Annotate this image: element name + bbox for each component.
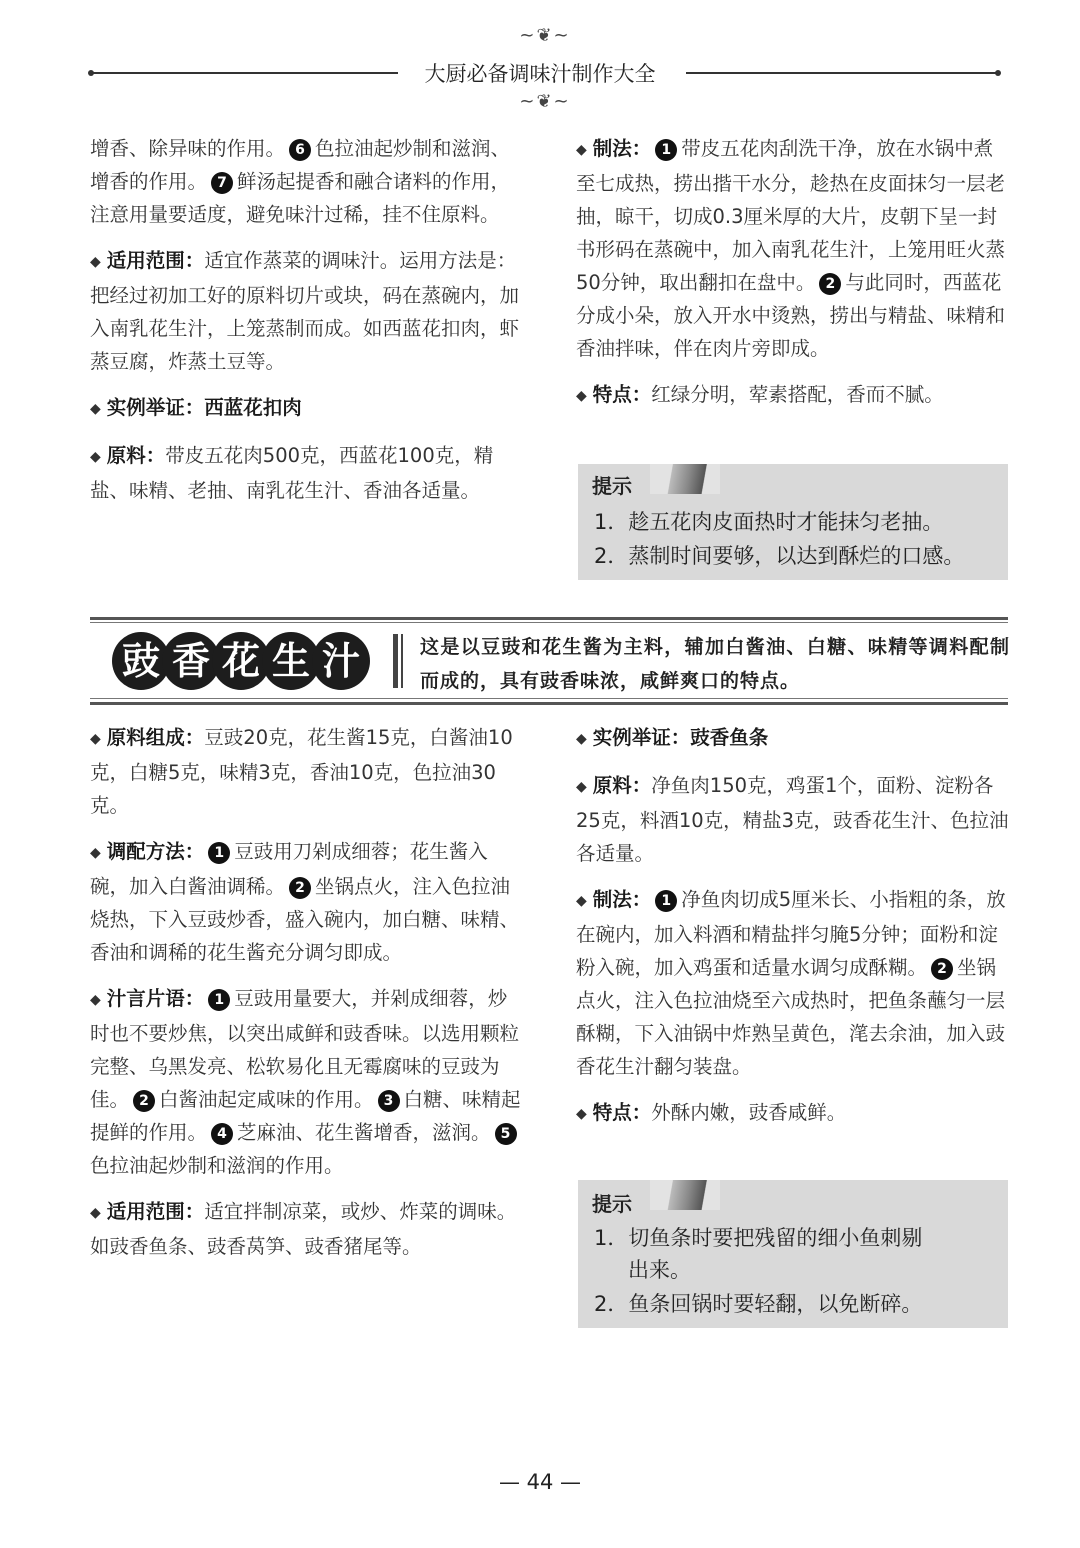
tip-heading: 提示	[592, 1192, 632, 1216]
number-marker: 6	[289, 139, 311, 161]
diamond-bullet-icon: ◆	[90, 992, 101, 1008]
number-marker: 2	[133, 1090, 155, 1112]
ingredients-label: 原料：	[592, 774, 652, 797]
feature-label: 特点：	[592, 1101, 652, 1124]
page-number: — 44 —	[498, 1470, 582, 1494]
scope-label: 适用范围：	[106, 249, 205, 272]
feature-label: 特点：	[592, 383, 652, 406]
preparation-label: 调配方法：	[106, 840, 205, 863]
tip-item: 1．趁五花肉皮面热时才能抹匀老抽。	[594, 510, 944, 534]
diamond-bullet-icon: ◆	[90, 449, 101, 465]
tip-item-continuation: 出来。	[628, 1258, 691, 1282]
feature-paragraph: ◆ 特点：外酥内嫩，豉香咸鲜。	[576, 1096, 1010, 1131]
ingredients-label: 原料：	[106, 444, 166, 467]
section-title-char: 生	[262, 632, 320, 690]
number-marker: 1	[208, 989, 230, 1011]
tip-item: 2．蒸制时间要够，以达到酥烂的口感。	[594, 544, 965, 568]
header-ornament-bottom: ~❦~	[519, 91, 571, 112]
method-label: 制法：	[592, 137, 652, 160]
number-marker: 3	[378, 1090, 400, 1112]
example-dish-name: 西蓝花扣肉	[204, 396, 302, 419]
section-divider-bar	[393, 634, 398, 688]
example-label: 实例举证：	[106, 396, 205, 419]
section-divider-bar-thin	[401, 634, 403, 688]
scope-label: 适用范围：	[106, 1200, 205, 1223]
ingredients-paragraph: ◆ 原料：净鱼肉150克，鸡蛋1个，面粉、淀粉各25克，料酒10克，精盐3克，豉香花生汁、色拉油各适量。	[576, 769, 1010, 870]
feature-paragraph: ◆ 特点：红绿分明，荤素搭配，香而不腻。	[576, 378, 1010, 413]
ingredients-paragraph: ◆ 原料：带皮五花肉500克，西蓝花100克，精盐、味精、老抽、南乳花生汁、香油各适量。	[90, 439, 522, 507]
section-rule-top	[90, 617, 1008, 620]
diamond-bullet-icon: ◆	[90, 401, 101, 417]
number-marker: 1	[655, 139, 677, 161]
section-title-char: 花	[212, 632, 270, 690]
header-rule-right	[686, 72, 996, 74]
section-description: 这是以豆豉和花生酱为主料，辅加白酱油、白糖、味精等调料配制而成的，具有豉香味浓，咸鲜爽口的特点。	[420, 636, 1010, 692]
bottom-left-column	[90, 721, 522, 1276]
section-rule-bottom-thin	[90, 698, 1008, 699]
header-rule-left	[92, 72, 398, 74]
example-dish-name: 豉香鱼条	[690, 726, 769, 749]
example-paragraph	[90, 391, 522, 426]
bottom-right-column	[576, 721, 1010, 1144]
number-marker: 7	[211, 172, 233, 194]
method-paragraph: ◆ 制法： 1 带皮五花肉刮洗干净，放在水锅中煮至七成热，捞出揩干水分，趁热在皮面抹匀一层老抽，晾干，切成0.3厘米厚的大片，皮朝下呈一封书形码在蒸碗中，加入南乳花生汁，上笼用旺火蒸50分钟，取出翻扣在盘中。 2 与此同时，西蓝花分成小朵，放入开水中烫熟，捞出与精盐、味精和香油拌味，伴在肉片旁即成。	[576, 132, 1010, 365]
example-paragraph	[576, 721, 1010, 756]
diamond-bullet-icon: ◆	[90, 845, 101, 861]
running-header-title: 大厨必备调味汁制作大全	[424, 62, 656, 86]
notes-label: 汁言片语：	[106, 987, 205, 1010]
scope-paragraph: ◆ 适用范围：适宜作蒸菜的调味汁。运用方法是：把经过初加工好的原料切片或块，码在蒸碗内，加入南乳花生汁，上笼蒸制而成。如西蓝花扣肉，虾蒸豆腐，炸蒸土豆等。	[90, 244, 522, 378]
section-rule-bottom	[90, 702, 1008, 705]
notes-paragraph: ◆ 汁言片语： 1 豆豉用量要大，并剁成细蓉，炒时也不要炒焦，以突出咸鲜和豉香味。以选用颗粒完整、乌黑发亮、松软易化且无霉腐味的豆豉为佳。 2 白酱油起定咸味的作用。 3 白糖、味精起提鲜的作用。 4 芝麻油、花生酱增香，滋润。 5色拉油起炒制和滋润的作用。	[90, 982, 522, 1182]
section-title-char: 汁	[312, 632, 370, 690]
number-marker: 2	[819, 273, 841, 295]
tip-stripe-decoration	[650, 1180, 720, 1210]
composition-label: 原料组成：	[106, 726, 205, 749]
diamond-bullet-icon: ◆	[576, 1106, 587, 1122]
tip-box-top	[578, 464, 1008, 580]
example-label: 实例举证：	[592, 726, 691, 749]
diamond-bullet-icon: ◆	[90, 731, 101, 747]
number-marker: 2	[289, 877, 311, 899]
tip-box-bottom	[578, 1180, 1008, 1328]
diamond-bullet-icon: ◆	[576, 893, 587, 909]
header-ornament-top: ~❦~	[519, 25, 571, 46]
header-rule-dot-right	[995, 70, 1001, 76]
section-title-char: 香	[162, 632, 220, 690]
top-right-column	[576, 132, 1010, 426]
preparation-paragraph: ◆ 调配方法： 1 豆豉用刀剁成细蓉；花生酱入碗，加入白酱油调稀。 2 坐锅点火，注入色拉油烧热，下入豆豉炒香，盛入碗内，加白糖、味精、香油和调稀的花生酱充分调匀即成。	[90, 835, 522, 969]
section-rule-top-thin	[90, 622, 1008, 623]
tip-item: 1．切鱼条时要把残留的细小鱼刺剔	[594, 1226, 923, 1250]
composition-paragraph: ◆ 原料组成：豆豉20克，花生酱15克，白酱油10克，白糖5克，味精3克，香油10克，色拉油30克。	[90, 721, 522, 822]
diamond-bullet-icon: ◆	[90, 1205, 101, 1221]
number-marker: 1	[655, 890, 677, 912]
diamond-bullet-icon: ◆	[576, 388, 587, 404]
number-marker: 5	[495, 1123, 517, 1145]
diamond-bullet-icon: ◆	[576, 142, 587, 158]
method-paragraph: ◆ 制法： 1 净鱼肉切成5厘米长、小指粗的条，放在碗内，加入料酒和精盐拌匀腌5分钟；面粉和淀粉入碗，加入鸡蛋和适量水调匀成酥糊。 2 坐锅点火，注入色拉油烧至六成热时，把鱼条蘸匀一层酥糊，下入油锅中炸熟呈黄色，滗去余油，加入豉香花生汁翻匀装盘。	[576, 883, 1010, 1083]
tip-item: 2．鱼条回锅时要轻翻，以免断碎。	[594, 1292, 923, 1316]
top-left-column	[90, 132, 522, 520]
diamond-bullet-icon: ◆	[90, 254, 101, 270]
scope-paragraph: ◆ 适用范围：适宜拌制凉菜，或炒、炸菜的调味。如豉香鱼条、豉香莴笋、豉香猪尾等。	[90, 1195, 522, 1263]
tip-stripe-decoration	[650, 464, 720, 494]
paragraph-continuation: 增香、除异味的作用。 6 色拉油起炒制和滋润、增香的作用。 7 鲜汤起提香和融合诸料的作用，注意用量要适度，避免味汁过稀，挂不住原料。	[90, 137, 511, 226]
section-title-char: 豉	[112, 632, 170, 690]
number-marker: 2	[931, 958, 953, 980]
tip-heading: 提示	[592, 474, 632, 498]
diamond-bullet-icon: ◆	[576, 779, 587, 795]
number-marker: 1	[208, 842, 230, 864]
method-label: 制法：	[592, 888, 652, 911]
number-marker: 4	[211, 1123, 233, 1145]
diamond-bullet-icon: ◆	[576, 731, 587, 747]
